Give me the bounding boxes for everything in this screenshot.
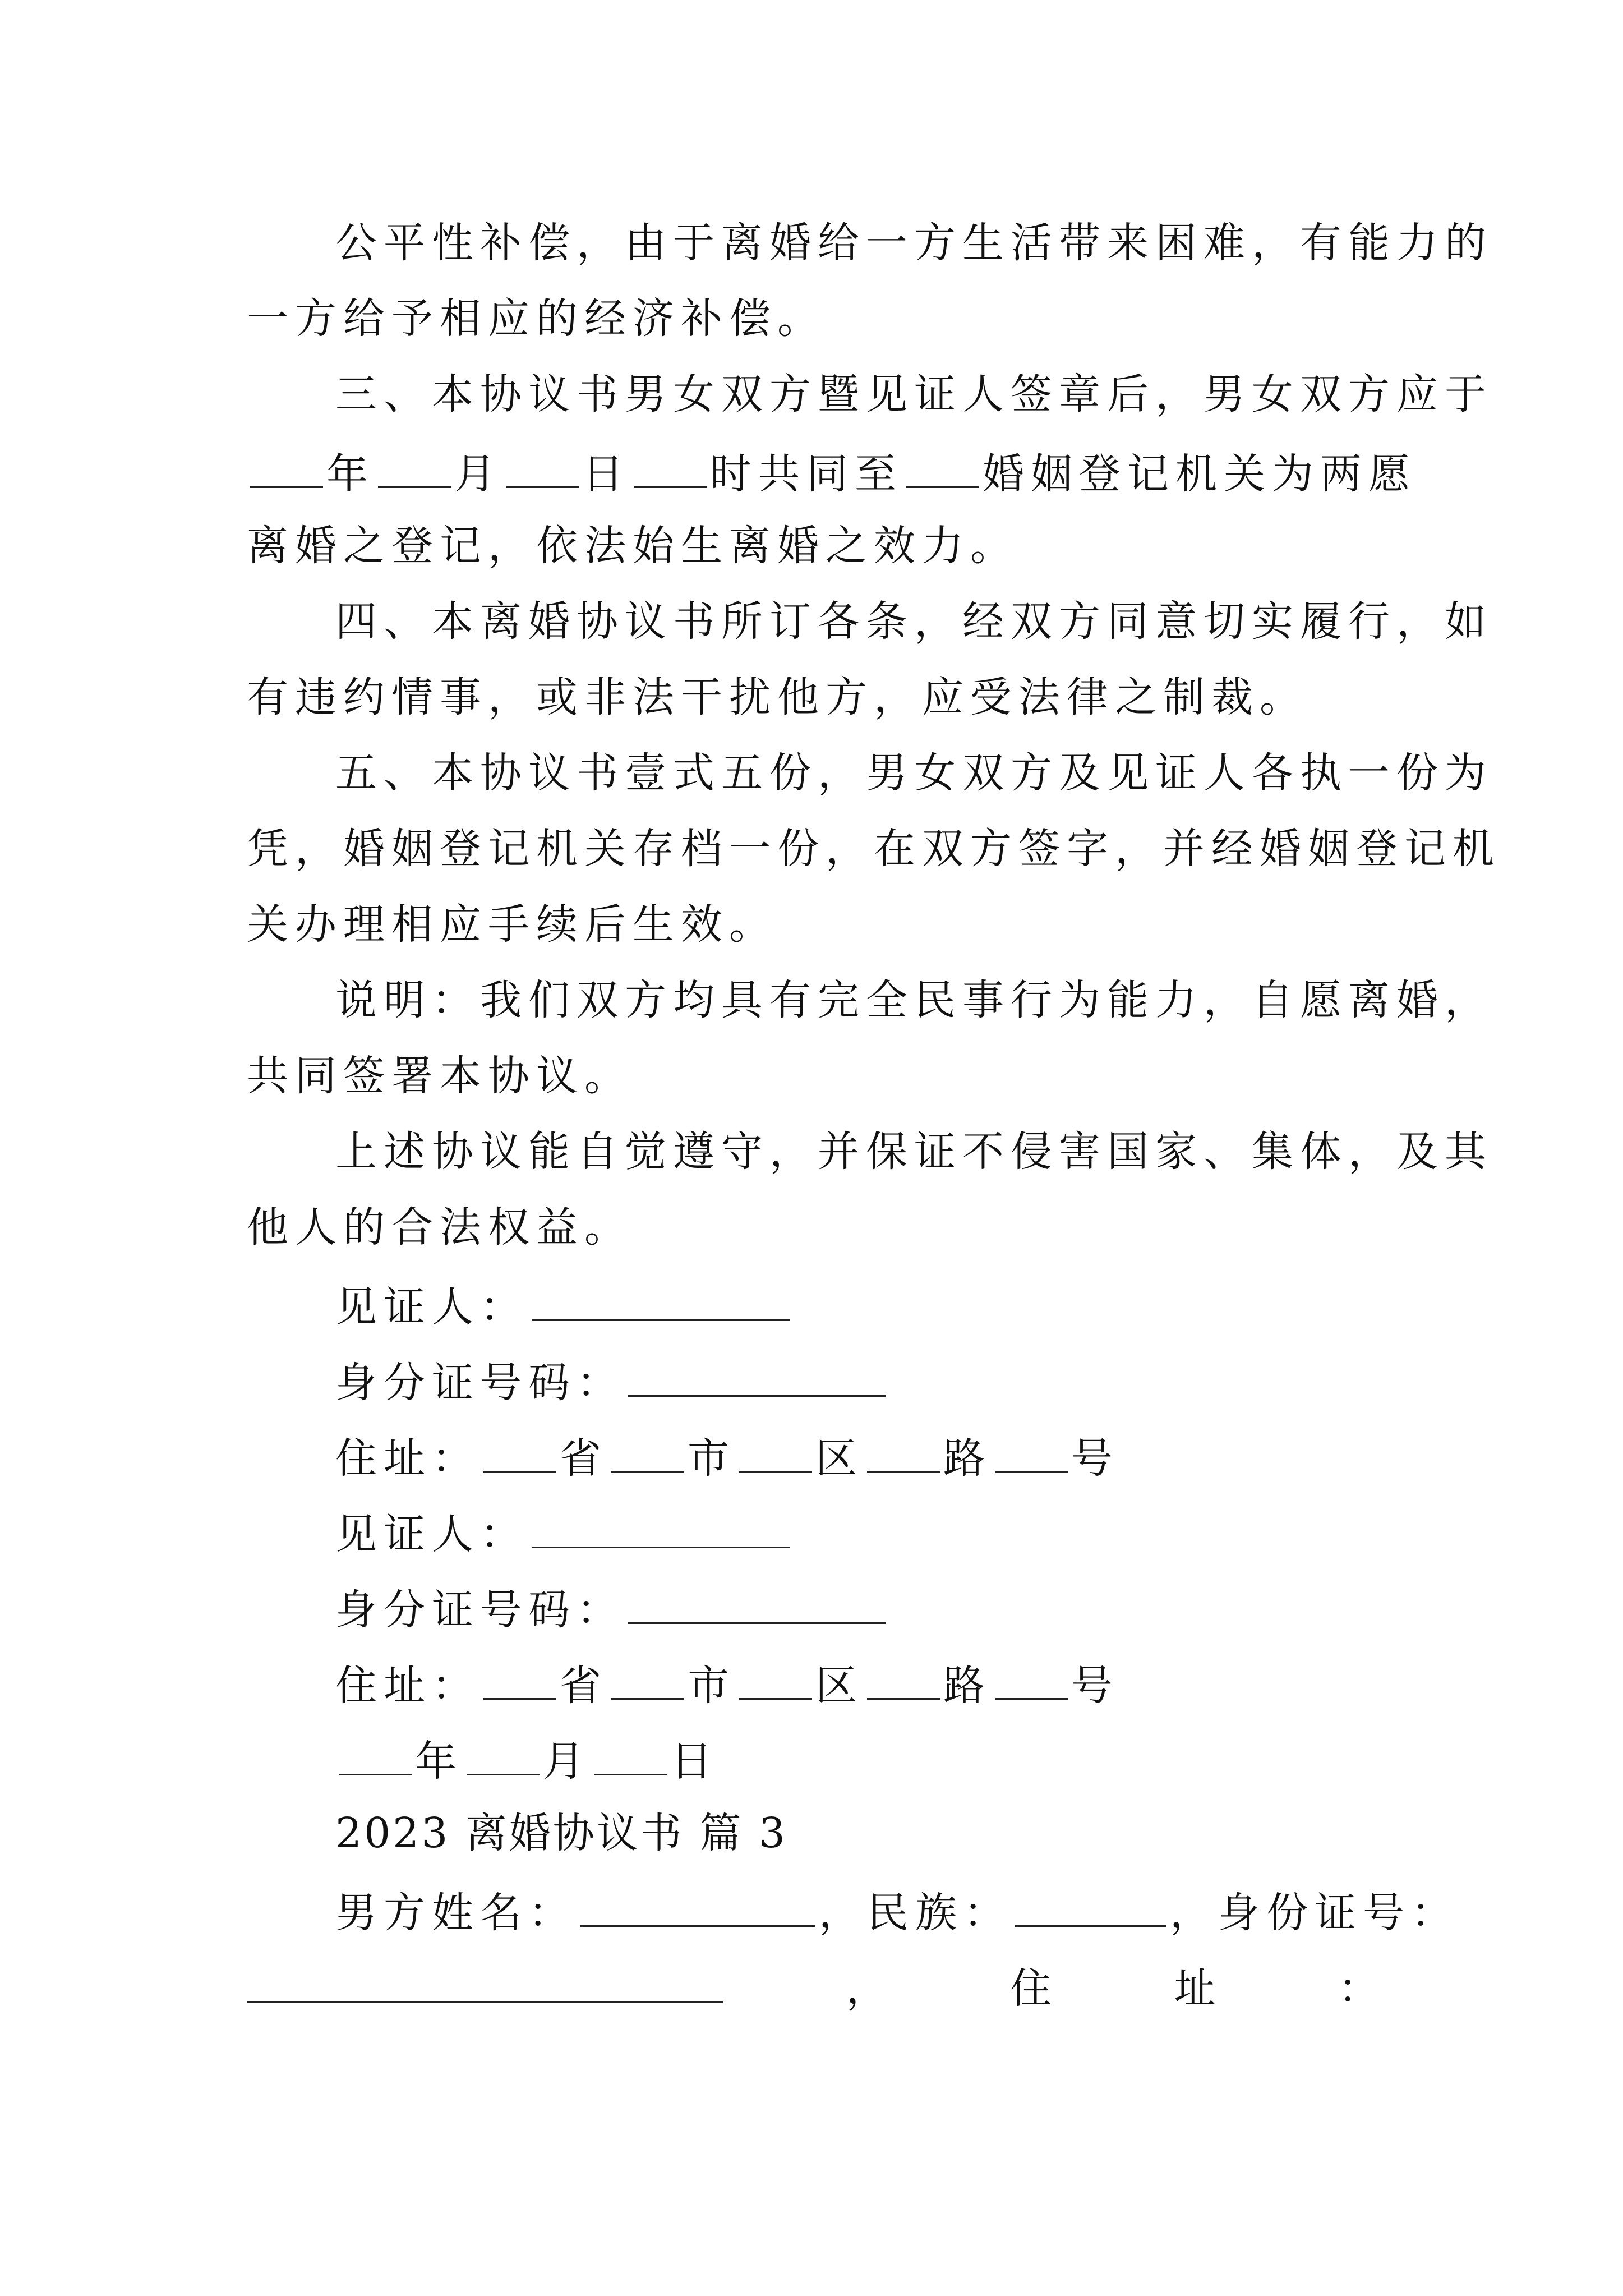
blank-field <box>739 1424 812 1473</box>
blank-field <box>339 1727 412 1775</box>
section-heading: 2023 离婚协议书 篇 3 <box>335 1809 787 1857</box>
hour-label: 时共同至 <box>710 450 903 498</box>
blank-field <box>611 1424 684 1473</box>
day-label: 日 <box>582 450 630 498</box>
id-number-blank <box>628 1575 886 1624</box>
blank-field <box>594 1727 667 1775</box>
nation-label: ，民族： <box>819 1889 1012 1937</box>
address-line <box>335 1651 1119 1713</box>
paragraph-line: 四、本离婚协议书所订各条，经双方同意切实履行，如 <box>335 597 1493 646</box>
blank-field <box>250 439 323 488</box>
paragraph-line: 他人的合法权益。 <box>247 1203 633 1251</box>
blank-field <box>995 1424 1068 1473</box>
paragraph-line: 五、本协议书壹式五份，男女双方及见证人各执一份为 <box>335 749 1493 797</box>
id-number-line <box>335 1348 889 1410</box>
paragraph-line: 凭，婚姻登记机关存档一份，在双方签字，并经婚姻登记机 <box>247 825 1501 873</box>
district-label: 区 <box>815 1662 864 1710</box>
comma-mark: ， <box>846 1964 888 2013</box>
province-label: 省 <box>560 1434 608 1483</box>
registration-date-line <box>247 439 1417 501</box>
city-label: 市 <box>688 1662 736 1710</box>
paragraph-line: 说明：我们双方均具有完全民事行为能力，自愿离婚， <box>335 976 1493 1024</box>
year-label: 年 <box>326 450 375 498</box>
address-char-zhu: 住 <box>1010 1964 1052 2013</box>
paragraph-line: 共同签署本协议。 <box>247 1052 633 1100</box>
colon-mark: ： <box>1338 1964 1380 2013</box>
year-label: 年 <box>415 1737 463 1786</box>
witness-line <box>335 1272 793 1334</box>
id-number-blank <box>247 1954 723 2003</box>
blank-field <box>995 1651 1068 1700</box>
witness-label: 见证人： <box>335 1510 528 1558</box>
road-label: 路 <box>943 1662 992 1710</box>
paragraph-line: 离婚之登记，依法始生离婚之效力。 <box>247 522 1018 570</box>
address-continuation-line <box>247 1954 1380 2016</box>
paragraph-line: 关办理相应手续后生效。 <box>247 900 777 949</box>
address-line <box>335 1424 1119 1485</box>
witness-line <box>335 1499 793 1561</box>
male-name-blank <box>580 1878 815 1927</box>
number-label: 号 <box>1071 1662 1119 1710</box>
number-label: 号 <box>1071 1434 1119 1483</box>
blank-field <box>611 1651 684 1700</box>
paragraph-line: 三、本协议书男女双方暨见证人签章后，男女双方应于 <box>335 370 1493 418</box>
male-party-line <box>335 1878 1459 1940</box>
witness-signature-blank <box>532 1272 790 1321</box>
city-label: 市 <box>688 1434 736 1483</box>
blank-field <box>378 439 451 488</box>
nation-blank <box>1015 1878 1166 1927</box>
address-char-zhi: 址 <box>1174 1964 1216 2013</box>
blank-field <box>739 1651 812 1700</box>
month-label: 月 <box>454 450 502 498</box>
id-number-blank <box>628 1348 886 1397</box>
male-name-label: 男方姓名： <box>335 1889 577 1937</box>
blank-field <box>483 1424 556 1473</box>
paragraph-line: 公平性补偿，由于离婚给一方生活带来困难，有能力的 <box>335 219 1493 267</box>
id-number-label: ，身份证号： <box>1170 1889 1459 1937</box>
blank-field <box>483 1651 556 1700</box>
id-number-label: 身分证号码： <box>335 1586 625 1634</box>
id-number-line <box>335 1575 889 1637</box>
blank-field <box>506 439 579 488</box>
address-label: 住址： <box>335 1434 480 1483</box>
address-label: 住址： <box>335 1662 480 1710</box>
road-label: 路 <box>943 1434 992 1483</box>
paragraph-line: 上述协议能自觉遵守，并保证不侵害国家、集体，及其 <box>335 1128 1493 1176</box>
province-label: 省 <box>560 1662 608 1710</box>
witness-label: 见证人： <box>335 1283 528 1331</box>
blank-field <box>867 1651 940 1700</box>
blank-field <box>467 1727 540 1775</box>
paragraph-line: 有违约情事，或非法干扰他方，应受法律之制裁。 <box>247 673 1308 721</box>
registration-office-text: 婚姻登记机关为两愿 <box>983 450 1417 498</box>
id-number-label: 身分证号码： <box>335 1359 625 1407</box>
paragraph-line: 一方给予相应的经济补偿。 <box>247 295 826 343</box>
blank-field <box>867 1424 940 1473</box>
district-label: 区 <box>815 1434 864 1483</box>
blank-field <box>906 439 979 488</box>
blank-field <box>634 439 707 488</box>
signing-date-line <box>335 1727 719 1788</box>
witness-signature-blank <box>532 1499 790 1548</box>
month-label: 月 <box>543 1737 591 1786</box>
day-label: 日 <box>671 1737 719 1786</box>
